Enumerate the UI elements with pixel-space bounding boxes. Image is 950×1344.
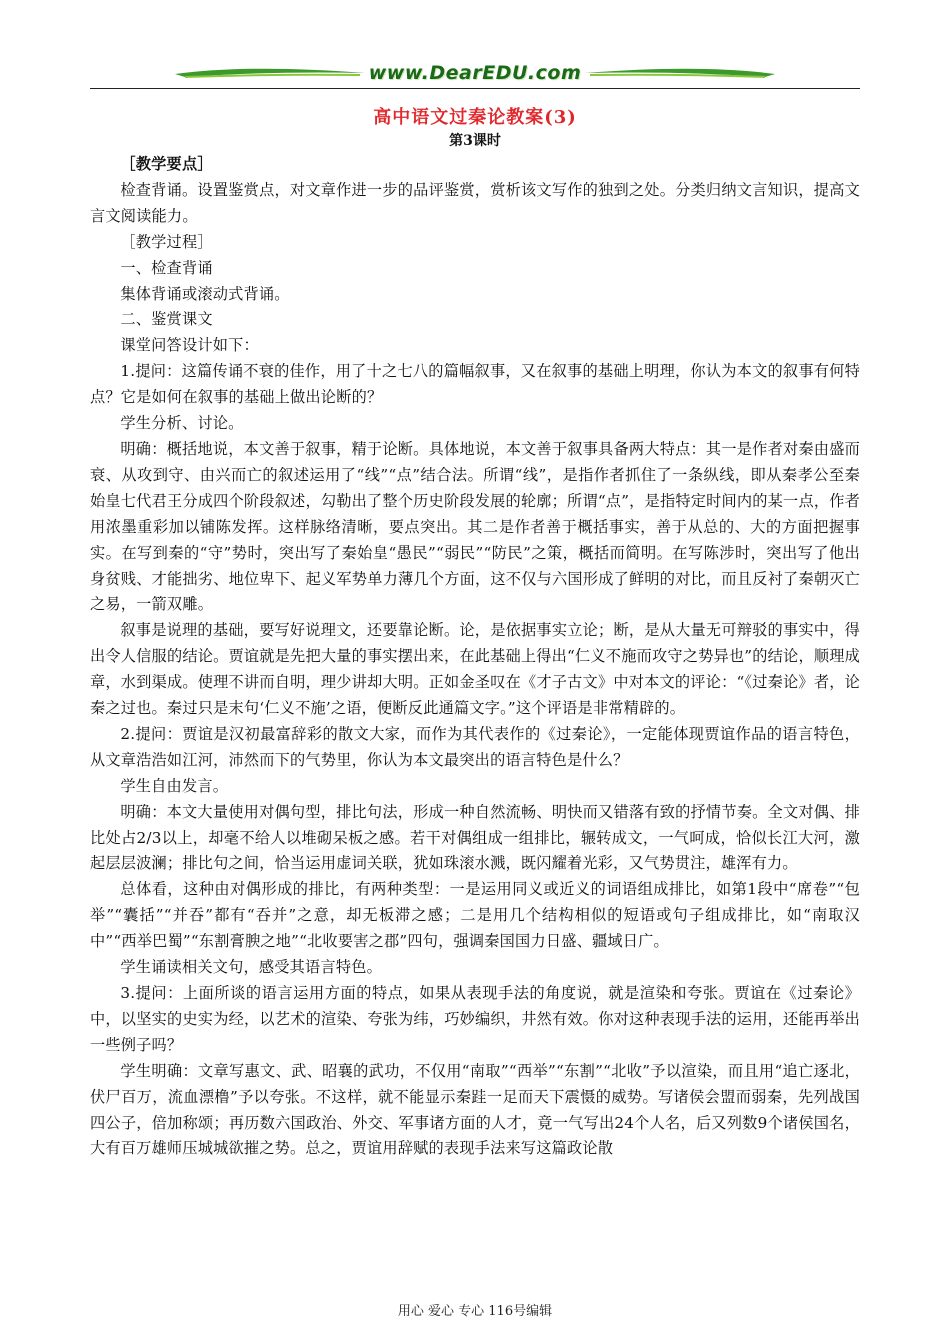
paragraph: 集体背诵或滚动式背诵。 (120, 284, 290, 303)
header-divider (90, 88, 860, 89)
paragraph: 学生明确：文章写惠文、武、昭襄的武功，不仅用“南取”“西举”“东割”“北收”予以渲染，而且用“追亡逐北，伏尸百万，流血漂橹”予以夸张。不这样，就不能显示秦跬一足而天下震慑的威势。写诸侯会盟而弱秦，先列战国四公子，倍加称颂；再历数六国政治、外交、军事诸方面的人才，竟一气写出24个人名，后又列数9个诸侯国名，大有百万雄师压城城欲摧之势。总之，贾谊用辞赋的表现手法来写这篇政论散 (90, 1061, 860, 1158)
section-heading-key-points: ［教学要点］ (120, 155, 213, 173)
site-logo-text: www.DearEDU.com (368, 62, 582, 84)
paragraph: 一、检查背诵 (120, 258, 213, 277)
paragraph: 学生诵读相关文句，感受其语言特色。 (120, 958, 382, 977)
lesson-body (90, 152, 860, 1162)
lesson-subtitle: 第3课时 (449, 133, 501, 149)
paragraph: 叙事是说理的基础，要写好说理文，还要靠论断。论，是依据事实立论；断，是从大量无可辩驳的事实中，得出令人信服的结论。贾谊就是先把大量的事实摆出来，在此基础上得出“仁义不施而攻守之势异也”的结论，顺理成章，水到渠成。使理不讲而自明，理少讲却大明。正如金圣叹在《才子古文》中对本文的评论：“《过秦论》者，论秦之过也。秦过只是末句‘仁义不施’之语，便断反此通篇文字。”这个评语是非常精辟的。 (90, 621, 860, 718)
paragraph: 检查背诵。设置鉴赏点，对文章作进一步的品评鉴赏，赏析该文写作的独到之处。分类归纳文言知识，提高文言文阅读能力。 (90, 180, 860, 225)
paragraph: 学生自由发言。 (120, 776, 229, 795)
page-footer: 用心 爱心 专心 116号编辑 (397, 1304, 553, 1319)
paragraph: 总体看，这种由对偶形成的排比，有两种类型：一是运用同义或近义的词语组成排比，如第1段中“席卷”“包举”“囊括”“并吞”都有“吞并”之意，却无板滞之感；二是用几个结构相似的短语或句子组成排比，如“南取汉中”“西举巴蜀”“东割膏腴之地”“北收要害之郡”四句，强调秦国国力日盛、疆域日广。 (90, 880, 860, 951)
section-heading-process: ［教学过程］ (120, 232, 213, 251)
paragraph: 课堂问答设计如下： (120, 336, 259, 355)
paragraph: 3.提问：上面所谈的语言运用方面的特点，如果从表现手法的角度说，就是渲染和夸张。贾谊在《过秦论》中，以坚实的史实为经，以艺术的渲染、夸张为纬，巧妙编织，井然有效。你对这种表现手法的运用，还能再举出一些例子吗？ (90, 984, 860, 1054)
paragraph: 1.提问：这篇传诵不衰的佳作，用了十之七八的篇幅叙事，又在叙事的基础上明理，你认为本文的叙事有何特点？它是如何在叙事的基础上做出论断的？ (90, 362, 860, 407)
paragraph: 学生分析、讨论。 (120, 414, 244, 433)
page-title: 高中语文过秦论教案(3) (373, 107, 577, 128)
paragraph: 二、鉴赏课文 (120, 310, 213, 329)
paragraph: 明确：本文大量使用对偶句型，排比句法，形成一种自然流畅、明快而又错落有致的抒情节奏。全文对偶、排比处占2/3以上，却毫不给人以堆砌呆板之感。若干对偶组成一组排比，辗转成文，一气呵成，恰似长江大河，激起层层波澜；排比句之间，恰当运用虚词关联，犹如珠滚水溅，既闪耀着光彩，又气势贯注，雄浑有力。 (90, 802, 860, 873)
paragraph: 明确：概括地说，本文善于叙事，精于论断。具体地说，本文善于叙事具备两大特点：其一是作者对秦由盛而衰、从攻到守、由兴而亡的叙述运用了“线”“点”结合法。所谓“线”，是指作者抓住了一条纵线，即从秦孝公至秦始皇七代君王分成四个阶段叙述，勾勒出了整个历史阶段发展的轮廓；所谓“点”，是指特定时间内的某一点，作者用浓墨重彩加以铺陈发挥。这样脉络清晰，要点突出。其二是作者善于概括事实，善于从总的、大的方面把握事实。在写到秦的“守”势时，突出写了秦始皇“愚民”“弱民”“防民”之策，概括而简明。在写陈涉时，突出写了他出身贫贱、才能拙劣、地位卑下、起义军势单力薄几个方面，这不仅与六国形成了鲜明的对比，而且反衬了秦朝灭亡之易，一箭双雕。 (90, 439, 860, 614)
paragraph: 2.提问：贾谊是汉初最富辞彩的散文大家，而作为其代表作的《过秦论》，一定能体现贾谊作品的语言特色，从文章浩浩如江河，沛然而下的气势里，你认为本文最突出的语言特色是什么？ (90, 724, 860, 769)
